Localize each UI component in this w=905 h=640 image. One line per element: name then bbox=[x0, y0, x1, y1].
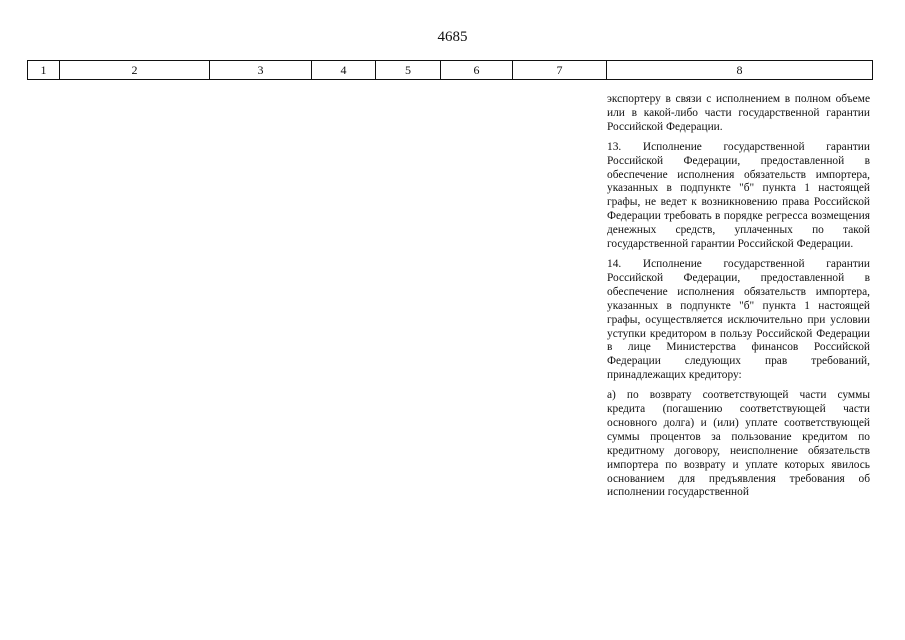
page-number: 4685 bbox=[437, 29, 468, 45]
paragraph-14: 14. Исполнение государственной гарантии Российской Федерации, предоставленной в обеспечение исполнения обязательств импортера, указанных в подпункте "б" пункта 1 настоящей графы, осуществляется исключительно при условии уступки кредитором в пользу Российской Федерации в лице Министерства финансов Российской Федерации следующих прав требований, принадлежащих кредитору: bbox=[607, 257, 870, 382]
paragraph-continuation: экспортеру в связи с исполнением в полном объеме или в какой-либо части государственной гарантии Российской Федерации. bbox=[607, 93, 870, 133]
subparagraph-a: а) по возврату соответствующей части суммы кредита (погашению соответствующей части основного долга) и (или) уплате соответствующей суммы процентов за пользование кредитом по кредитному договору, неисполнение обязательств импортера по возврату и уплате которых явилось основанием для предъявления требования об исполнении государственной bbox=[607, 389, 870, 499]
column-number-5: 5 bbox=[376, 61, 441, 79]
column-number-6: 6 bbox=[441, 61, 513, 79]
column-number-7: 7 bbox=[513, 61, 607, 79]
column-number-8: 8 bbox=[736, 63, 743, 77]
column-8-content bbox=[607, 93, 870, 506]
column-number-4: 4 bbox=[312, 61, 376, 79]
column-number-3: 3 bbox=[210, 61, 312, 79]
column-number-2: 2 bbox=[60, 61, 210, 79]
column-number-1: 1 bbox=[28, 61, 60, 79]
paragraph-13: 13. Исполнение государственной гарантии Российской Федерации, предоставленной в обеспечение исполнения обязательств импортера, указанных в подпункте "б" пункта 1 настоящей графы, не ведет к возникновению права Российской Федерации требовать в порядке регресса возмещения денежных средств, уплаченных по такой государственной гарантии Российской Федерации. bbox=[607, 140, 870, 251]
table-column-header bbox=[27, 60, 873, 80]
